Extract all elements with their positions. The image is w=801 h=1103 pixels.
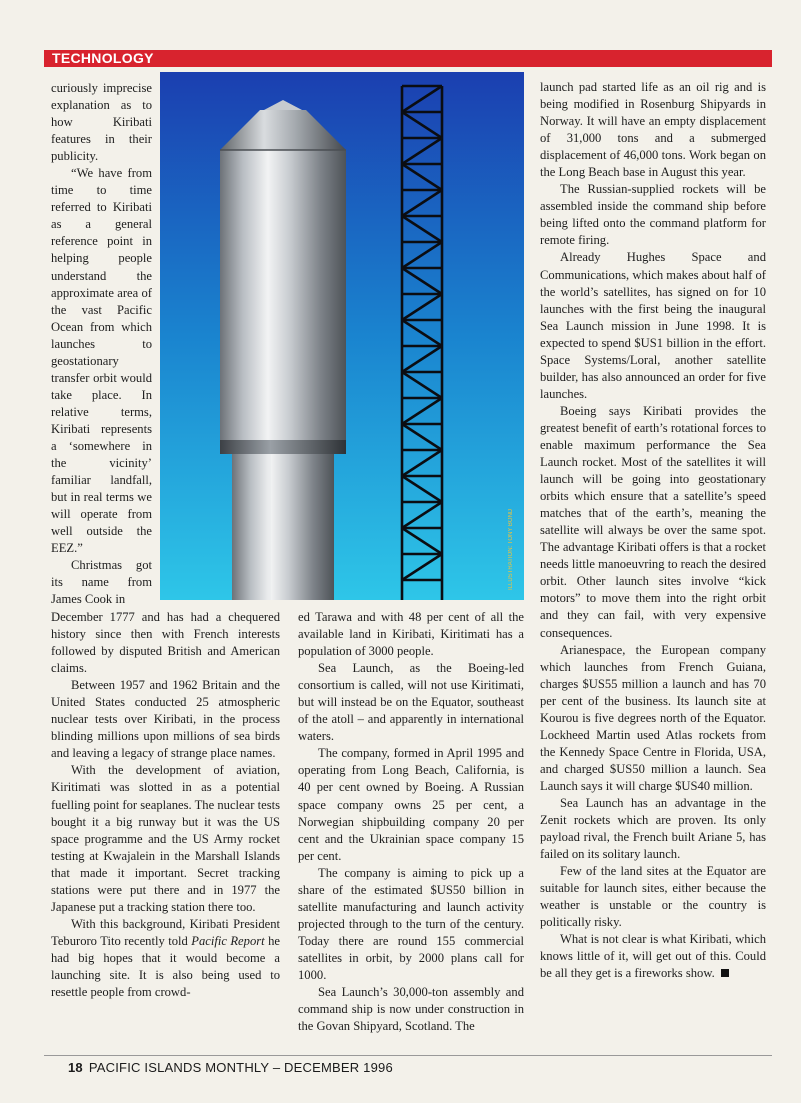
rocket-illustration <box>160 72 524 600</box>
paragraph-text: What is not clear is what Kiribati, which knows little of it, will get out of this. Could be all they get is a fireworks show. <box>540 932 766 981</box>
paragraph: Christmas got its name from James Cook in <box>51 558 152 607</box>
publication-title: Pacific Report <box>191 933 265 948</box>
paragraph: Sea Launch, as the Boeing-led consortium is called, will not use Kiritimati, but will instead be on the Equator, southeast of the atoll – and apparently in international waters. <box>298 661 524 744</box>
page-footer <box>68 1060 393 1075</box>
paragraph <box>51 916 280 1001</box>
paragraph-text: he had big hopes that it would become a launching site. It is also being used to resettle people from crowd- <box>51 933 280 1000</box>
rocket-tower-artwork <box>160 72 524 600</box>
paragraph: Already Hughes Space and Communications, which makes about half of the world’s satellites, has signed on for 10 launches with the first being the inaugural Sea Launch mission in June 1998. It is expected to spend $US1 billion in the effort. Space Systems/Loral, another satellite builder, has also announced an order for five launches. <box>540 250 766 401</box>
footer-divider <box>44 1055 772 1056</box>
paragraph: Sea Launch has an advantage in the Zenit rockets which are proven. Its only payload rival, the French built Ariane 5, has failed on its solitary launch. <box>540 795 766 862</box>
paragraph: curiously imprecise explanation as to how Kiribati features in their publicity. <box>51 81 152 164</box>
article-column-3 <box>540 79 766 982</box>
article-column-2 <box>298 609 524 1035</box>
paragraph: Arianespace, the European company which launches from French Guiana, charges $US55 million a launch and has 70 per cent of the business. Its launch site at Kourou is five degrees north of the Equator. Lockheed Martin used Atlas rockets from the Kennedy Space Centre in Florida, USA, and charged $US50 million a launch. Sea Launch says it will charge $US40 million. <box>540 642 766 793</box>
paragraph: The company, formed in April 1995 and operating from Long Beach, California, is 40 per cent owned by Boeing. A Russian space company owns 25 per cent, a Norwegian shipbuilding company 20 per cent and the Ukrainian space company 15 per cent. <box>298 746 524 863</box>
paragraph: December 1777 and has had a chequered history since then with French interests followed by disputed British and American claims. <box>51 610 280 676</box>
section-label: TECHNOLOGY <box>52 50 154 66</box>
paragraph: Between 1957 and 1962 Britain and the United States conducted 25 atmospheric nuclear tests over Kiribati, in the process blinding millions upon millions of sea birds and leaving a legacy of strange place names. <box>51 678 280 761</box>
illustration-credit: ILLUSTRATION: TONY BOND <box>508 508 514 590</box>
paragraph: The Russian-supplied rockets will be assembled inside the command ship before being lifted onto the command platform for remote firing. <box>540 182 766 248</box>
paragraph: Few of the land sites at the Equator are suitable for launch sites, either because the weather is unstable or the country is politically risky. <box>540 864 766 930</box>
paragraph: “We have from time to time referred to Kiribati as a general reference point in helping people understand the approximate area of the vast Pacific Ocean from which launches to geostationary transfer orbit would take place. In relative terms, Kiribati represents a ‘somewhere in the vicinity’ familiar landfall, but in real terms we will operate from well outside the EEZ.” <box>51 166 152 556</box>
article-column-1-bottom <box>51 609 280 1001</box>
publication-issue: PACIFIC ISLANDS MONTHLY – DECEMBER 1996 <box>88 1060 393 1075</box>
section-header <box>44 50 772 67</box>
paragraph: ed Tarawa and with 48 per cent of all the available land in Kiribati, Kiritimati has a population of 3000 people. <box>298 610 524 659</box>
page-number: 18 <box>68 1060 83 1075</box>
paragraph <box>540 931 766 982</box>
paragraph: With the development of aviation, Kiritimati was slotted in as a potential fuelling point for seaplanes. The nuclear tests bought it a big runway but it was the US space programme and the US Army rocket testing at Kwajalein in the Marshall Islands that made it important. Secret tracking stations were put there and in 1977 the Japanese put a tracking station there too. <box>51 763 280 914</box>
paragraph: The company is aiming to pick up a share of the estimated $US50 billion in satellite manufacturing and launch activity projected through to the turn of the century. Today there are round 155 commercial satellites in orbit, by 2000 plans call for 1000. <box>298 865 524 982</box>
paragraph-text: With this background, Kiribati President Teburoro Tito recently told <box>51 916 280 948</box>
end-of-article-icon <box>721 969 729 977</box>
paragraph: Sea Launch’s 30,000-ton assembly and command ship is now under construction in the Govan Shipyard, Scotland. The <box>298 985 524 1034</box>
paragraph: launch pad started life as an oil rig and is being modified in Rosenburg Shipyards in Norway. It will have an empty displacement of 31,000 tons and a submerged displacement of 46,000 tons. Work began on the Long Beach base in August this year. <box>540 80 766 180</box>
article-column-1-top <box>51 80 152 608</box>
paragraph: Boeing says Kiribati provides the greatest benefit of earth’s rotational forces to enable maximum performance the Sea Launch rocket. Most of the satellites it will launch will be going into geostationary orbits which ensure that a satellite’s speed matches that of the earth’s, meaning the satellite will always be over the same spot. The advantage Kiribati offers is that a rocket needs little manoeuvring to reach the desired orbit. Other launch sites involve “kick motors” to move them into the right orbit and they can fail, with very expensive consequences. <box>540 403 766 640</box>
